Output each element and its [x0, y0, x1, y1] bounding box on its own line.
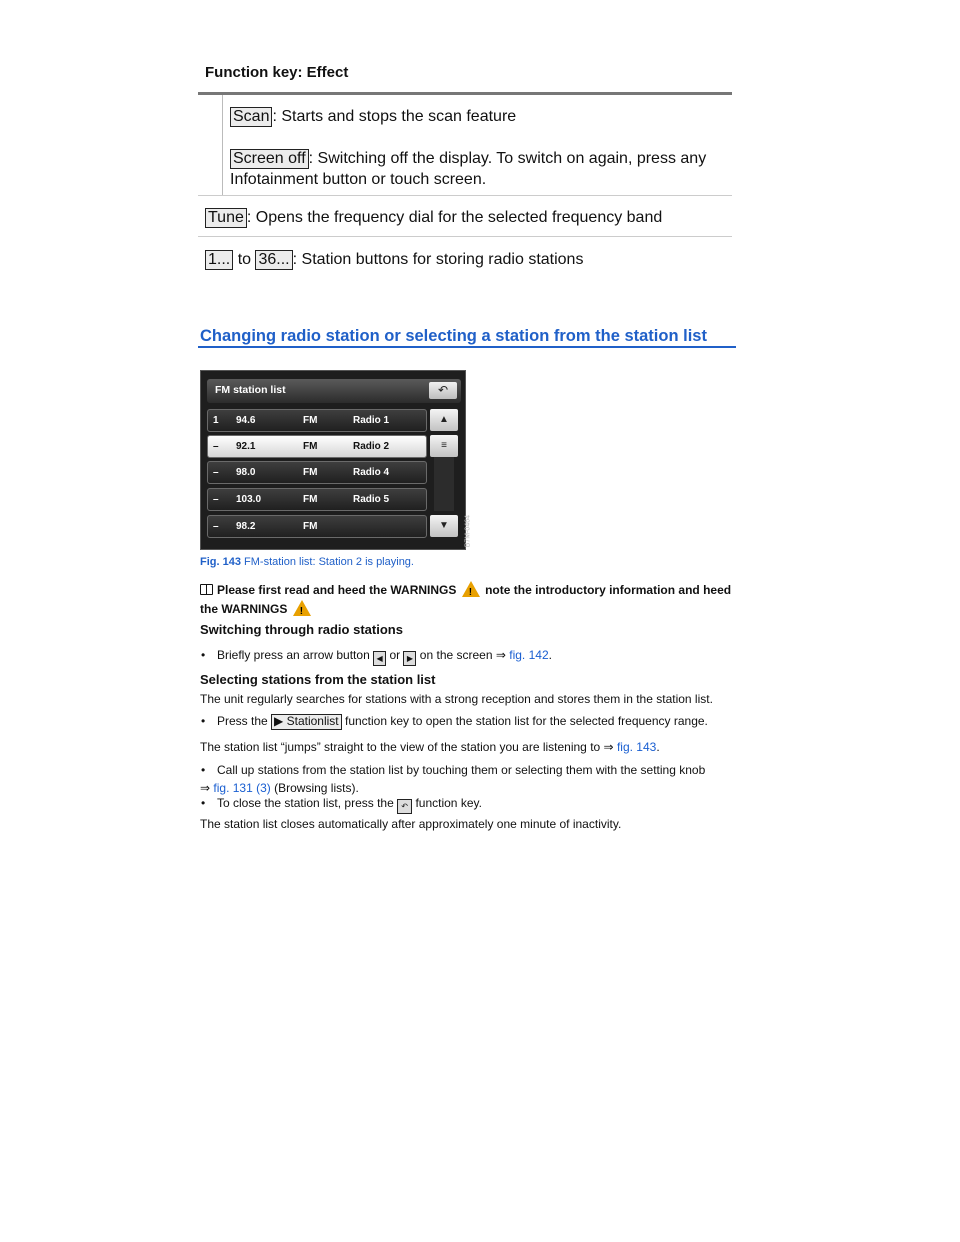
tune-text: : Opens the frequency dial for the selected frequency band	[246, 209, 663, 226]
tune-key: Tune	[205, 208, 247, 228]
station-band: FM	[303, 415, 318, 426]
station-key-to: to	[237, 251, 252, 268]
fig-131-link[interactable]: fig. 131 (3)	[213, 781, 271, 795]
warning-icon	[462, 581, 480, 597]
figure-caption	[200, 556, 414, 568]
scan-text: : Starts and stops the scan feature	[272, 108, 517, 125]
selecting-para-2-end: .	[656, 740, 660, 754]
stationlist-key: ▶ Stationlist	[271, 714, 342, 730]
selecting-bullet-2-line-1: Call up stations from the station list by touching them or selecting them with the setting knob	[217, 763, 706, 777]
selecting-bullet-2-line-2-pre: ⇒	[200, 781, 211, 795]
back-key-icon: ↶	[397, 799, 412, 814]
screen-header	[207, 379, 461, 403]
table-heading: Function key: Effect	[205, 64, 349, 81]
selecting-bullet-1-pre: Press the	[217, 714, 268, 728]
fig-142-link[interactable]: fig. 142	[509, 648, 549, 662]
station-frequency: 103.0	[236, 494, 262, 505]
fm-station-list-figure	[200, 370, 471, 550]
book-icon	[200, 584, 213, 595]
section-rule	[198, 346, 736, 348]
caption-label: Fig. 143	[200, 556, 241, 568]
station-key-last: 36...	[255, 250, 292, 270]
station-name: Radio 4	[353, 467, 390, 478]
bullet-icon: •	[201, 763, 206, 777]
table-top-rule	[198, 92, 732, 95]
station-number: –	[213, 441, 219, 452]
bullet-icon: •	[201, 648, 206, 662]
station-band: FM	[303, 494, 318, 505]
image-code: B7M-0464	[464, 515, 471, 548]
table-separator	[198, 195, 732, 196]
selecting-heading: Selecting stations from the station list	[200, 672, 436, 687]
station-frequency: 98.0	[236, 467, 256, 478]
switching-bullet-pre: Briefly press an arrow button	[217, 648, 370, 662]
screen-off-row	[230, 148, 706, 190]
table-indent-line	[222, 95, 223, 195]
selecting-bullet-1	[200, 714, 708, 730]
station-number: 1	[213, 415, 219, 426]
switching-bullet-or: or	[389, 648, 401, 662]
selecting-para-3: The station list closes automatically after approximately one minute of inactivity.	[200, 817, 622, 831]
station-buttons-row	[205, 250, 583, 270]
caption-text: FM-station list: Station 2 is playing.	[240, 556, 414, 568]
note-part-1: Please first read and heed the WARNINGS	[217, 583, 457, 597]
switching-bullet	[200, 648, 552, 666]
list-menu-icon: ≡	[430, 435, 458, 457]
scroll-down-icon: ▼	[430, 515, 458, 537]
screen-title: FM station list	[215, 384, 286, 396]
scan-key: Scan	[230, 107, 272, 127]
note-part-3: the WARNINGS	[200, 602, 288, 616]
switching-bullet-post: on the screen ⇒	[419, 648, 506, 662]
screen-off-text: : Switching off the display. To switch on again, press any	[308, 150, 707, 167]
station-number: –	[213, 467, 219, 478]
section-title: Changing radio station or selecting a station from the station list	[200, 327, 707, 345]
selecting-bullet-2	[200, 761, 705, 797]
selecting-para-1: The unit regularly searches for stations with a strong reception and stores them in the station list.	[200, 692, 713, 706]
bullet-icon: •	[201, 796, 206, 810]
station-buttons-text: : Station buttons for storing radio stations	[292, 251, 584, 268]
tune-row	[205, 208, 662, 228]
station-row	[207, 461, 427, 484]
station-band: FM	[303, 467, 318, 478]
selecting-para-2	[200, 740, 660, 754]
station-name: Radio 1	[353, 415, 390, 426]
station-key-first: 1...	[205, 250, 233, 270]
warning-note	[200, 580, 740, 618]
station-number: –	[213, 521, 219, 532]
screen-off-text-2: Infotainment button or touch screen.	[230, 171, 487, 189]
table-separator	[198, 236, 732, 237]
bullet-icon: •	[201, 714, 206, 728]
selecting-bullet-2-line-2-post: (Browsing lists).	[270, 781, 359, 795]
warning-icon	[293, 600, 311, 616]
scan-row	[230, 107, 516, 127]
selecting-bullet-3	[200, 796, 482, 814]
station-frequency: 94.6	[236, 415, 256, 426]
scroll-up-icon: ▲	[430, 409, 458, 431]
station-name: Radio 2	[353, 441, 390, 452]
selecting-bullet-3-post: function key.	[415, 796, 482, 810]
arrow-right-icon: ▶	[403, 651, 416, 666]
screen-off-key: Screen off	[230, 149, 309, 169]
station-row-active	[207, 435, 427, 458]
back-icon: ↶	[429, 382, 457, 399]
station-number: –	[213, 494, 219, 505]
switching-bullet-end: .	[548, 648, 552, 662]
note-part-2: note the introductory information and heed	[485, 583, 732, 597]
station-frequency: 92.1	[236, 441, 256, 452]
arrow-left-icon: ◀	[373, 651, 386, 666]
selecting-bullet-1-post: function key to open the station list for the selected frequency range.	[344, 714, 708, 728]
fig-143-link[interactable]: fig. 143	[616, 740, 657, 754]
station-row	[207, 515, 427, 538]
station-band: FM	[303, 441, 318, 452]
station-row	[207, 488, 427, 511]
station-band: FM	[303, 521, 318, 532]
selecting-bullet-3-pre: To close the station list, press the	[217, 796, 394, 810]
selecting-para-2-pre: The station list “jumps” straight to the view of the station you are listening to ⇒	[200, 740, 614, 754]
station-frequency: 98.2	[236, 521, 256, 532]
switching-heading: Switching through radio stations	[200, 622, 403, 637]
station-row	[207, 409, 427, 432]
station-name: Radio 5	[353, 494, 390, 505]
